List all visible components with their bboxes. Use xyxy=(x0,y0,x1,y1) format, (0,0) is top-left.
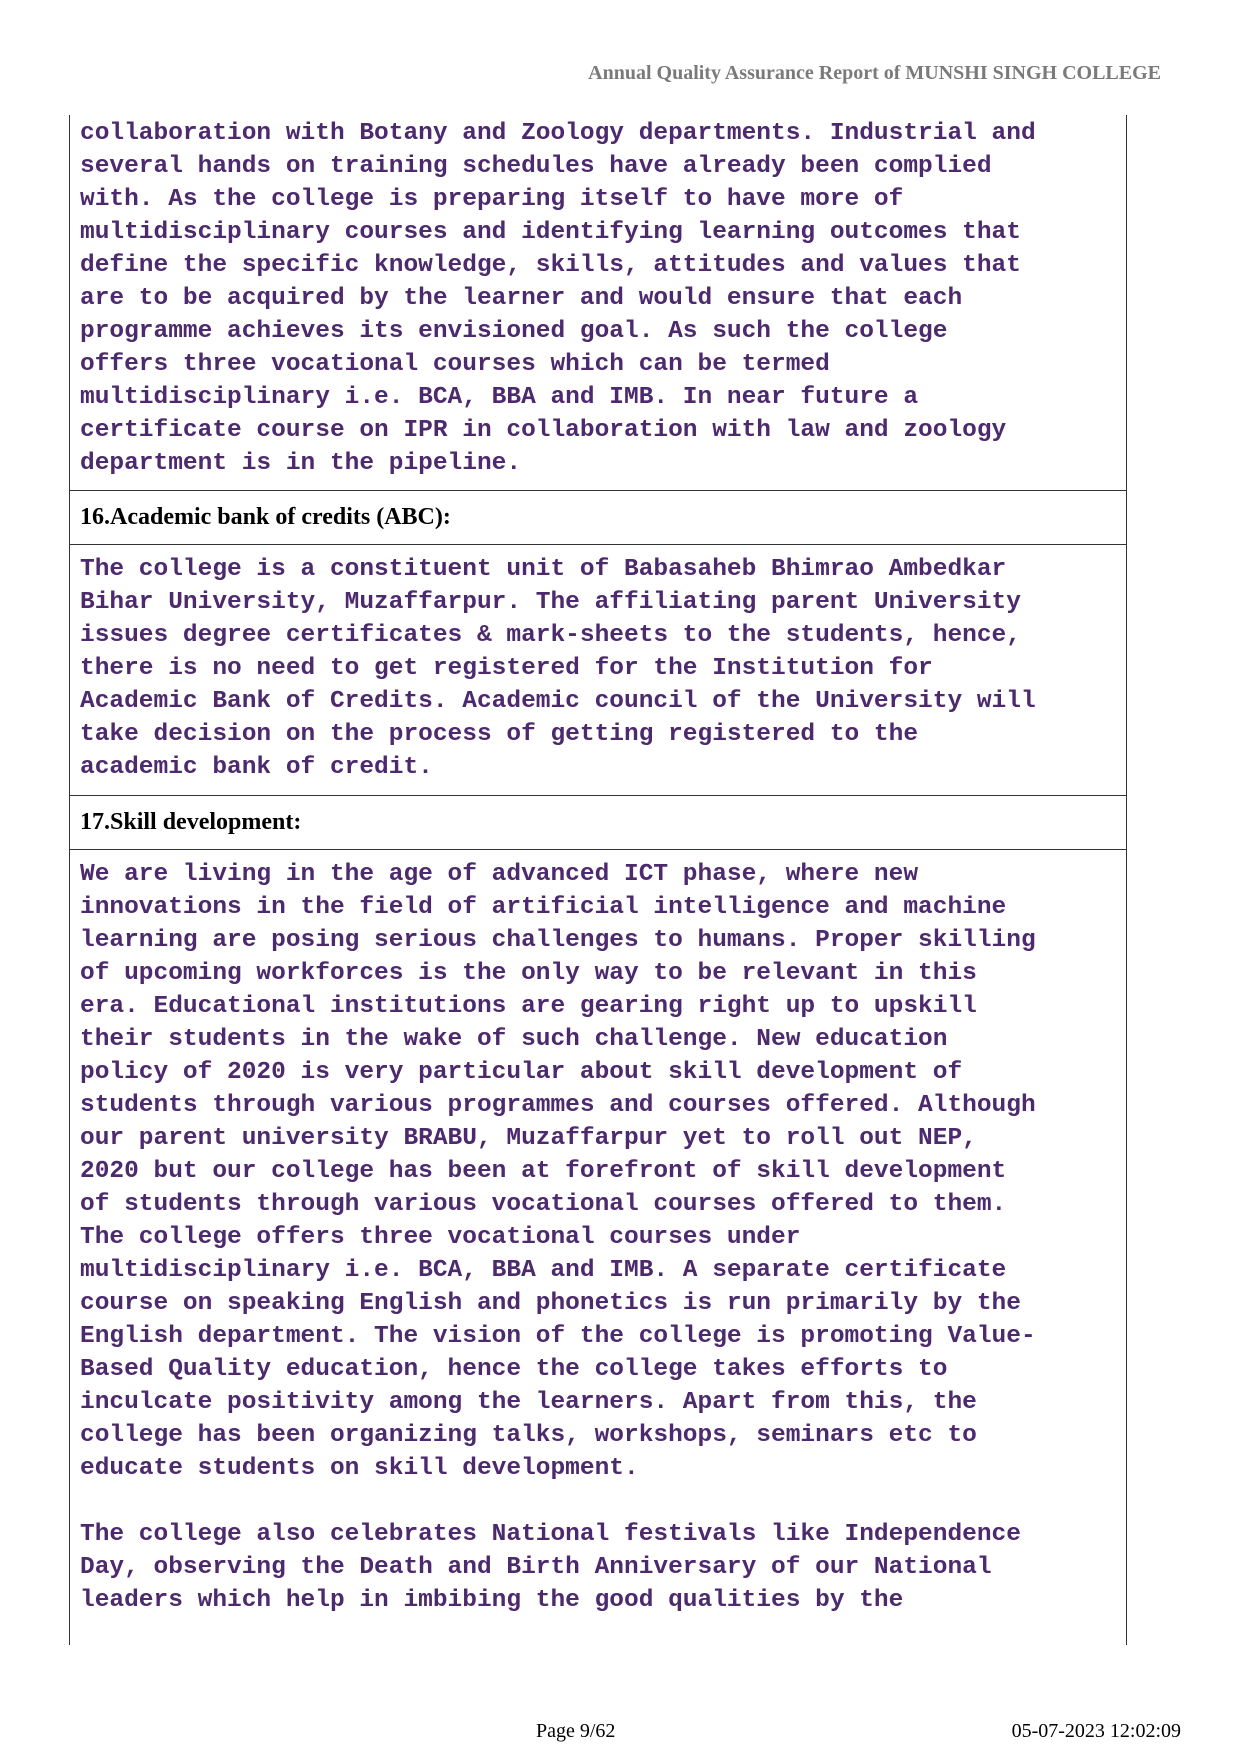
section-17-heading: 17.Skill development: xyxy=(80,809,302,835)
table-divider xyxy=(69,795,1127,796)
table-divider xyxy=(69,849,1127,850)
generated-timestamp: 05-07-2023 12:02:09 xyxy=(1011,1720,1181,1742)
table-divider xyxy=(69,490,1127,491)
table-divider xyxy=(69,544,1127,545)
section-16-text: The college is a constituent unit of Babasaheb Bhimrao Ambedkar Bihar University, Muzaffarpur. The affiliating parent University issues degree certificates & mark-sheets to the students, hence, there is no need to get registered for the Institution for Academic Bank of Credits. Academic council of the University will take decision on the process of getting registered to the academic bank of credit. xyxy=(80,556,1036,781)
page-number: Page 9/62 xyxy=(536,1720,616,1742)
section-17-text: We are living in the age of advanced ICT phase, where new innovations in the field of artificial intelligence and machine learning are posing serious challenges to humans. Proper skilling of upcoming workforces is the only way to be relevant in this era. Educational institutions are gearing right up to upskill their students in the wake of such challenge. New education policy of 2020 is very particular about skill development of students through various programmes and courses offered. Although our parent university BRABU, Muzaffarpur yet to roll out NEP, 2020 but our college has been at forefront of skill development of students through various vocational courses offered to them. The college offers three vocational courses under multidisciplinary i.e. BCA, BBA and IMB. A separate certificate course on speaking English and phonetics is run primarily by the English department. The vision of the college is promoting Value- Based Quality education, hence the college takes efforts to inculcate positivity among the learners. Apart from this, the college has been organizing talks, workshops, seminars etc to educate students on skill development. The college also celebrates National festivals like Independence Day, observing the Death and Birth Anniversary of our National leaders which help in imbibing the good qualities by the xyxy=(80,861,1036,1614)
section-15-continuation-text: collaboration with Botany and Zoology departments. Industrial and several hands on training schedules have already been complied with. As the college is preparing itself to have more of multidisciplinary courses and identifying learning outcomes that define the specific knowledge, skills, attitudes and values that are to be acquired by the learner and would ensure that each programme achieves its envisioned goal. As such the college offers three vocational courses which can be termed multidisciplinary i.e. BCA, BBA and IMB. In near future a certificate course on IPR in collaboration with law and zoology department is in the pipeline. xyxy=(80,120,1036,477)
section-16-heading: 16.Academic bank of credits (ABC): xyxy=(80,504,451,530)
report-header: Annual Quality Assurance Report of MUNSHI SINGH COLLEGE xyxy=(588,62,1161,84)
